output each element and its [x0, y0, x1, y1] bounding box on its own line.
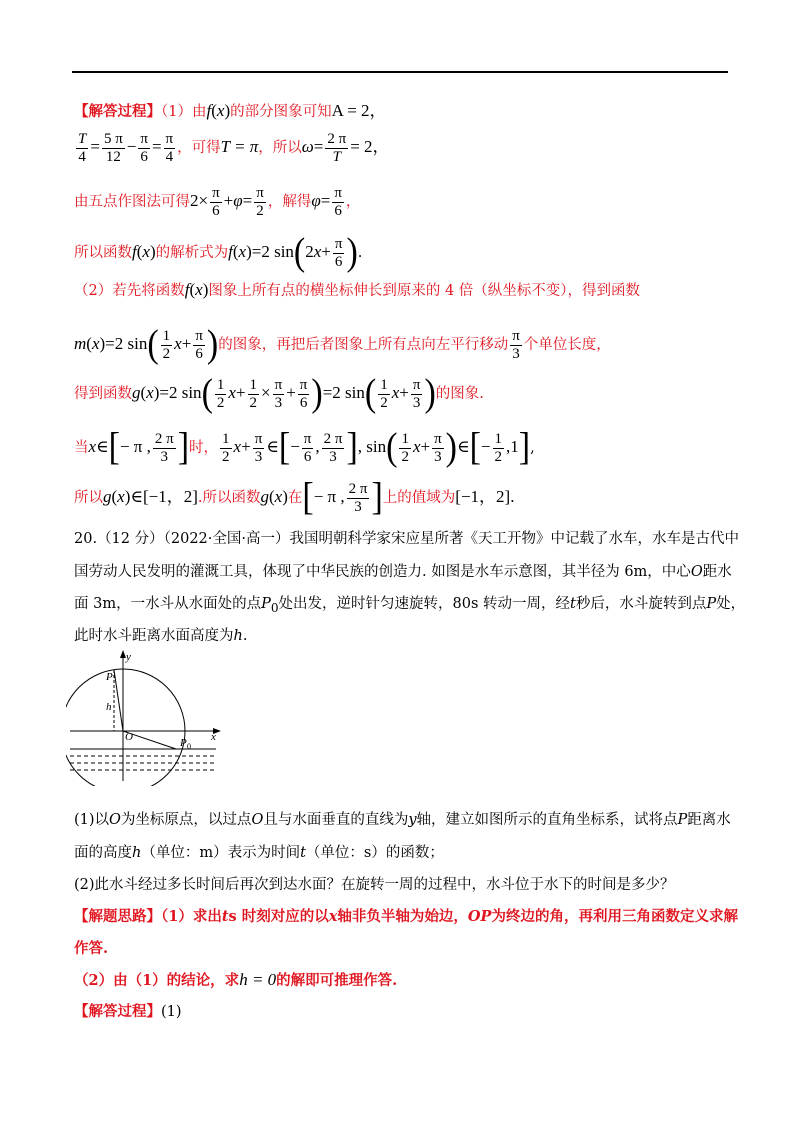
sol-line-8: 当x∈[− π , $\frac{2 \pi}{3}$ ]时， $\frac{1}{2}$ x+ $\frac{\pi}{3}$ ∈[− $\frac{\pi}{6}$ , $\frac{2 \pi}{3}$ ], sin( $\frac{1}{2}$ x+ $\frac{\pi}{3}$ )∈[− $\frac{1}{2}$ ,1], — [74, 426, 535, 469]
sol-line-2: $\frac{T}{4}$ = $\frac{5 \pi}{12}$ − $\frac{\pi}{6}$ = $\frac{\pi}{4}$ ，可得T = π，所以ω= $\frac{2 \pi}{T}$ = 2， — [78, 130, 390, 165]
process-line: 【解答过程】(1) — [74, 1003, 182, 1020]
segment-OP — [114, 670, 123, 731]
sol-line-6: m(x)=2 sin( $\frac{1}{2}$ x+ $\frac{\pi}{6}$ )的图象，再把后者图象上所有点向左平行移动 $\frac{\pi}{3}$ 个单位长度， — [74, 323, 611, 366]
p20-line-3: 面 3m，一水斗从水面处的点$P_0$处出发，逆时针匀速旋转，80s 转动一周，经t秒后，水斗旋转到点P处， — [74, 596, 746, 615]
sol-line-5: （2）若先将函数f(x)图象上所有点的横坐标伸长到原来的 4 倍（纵坐标不变），得到函数 — [74, 280, 641, 299]
sol-line-1: 【解答过程】（1）由f(x)的部分图象可知A = 2， — [74, 101, 387, 120]
idea-line-1: 【解题思路】（1）求出ts 时刻对应的以x轴非负半轴为始边，OP为终边的角，再利用三角函数定义求解 — [74, 908, 738, 925]
q1-line-1: (1)以O为坐标原点，以过点O且与水面垂直的直线为y轴，建立如图所示的直角坐标系，试将点P距离水 — [74, 812, 731, 828]
sol-line-7: 得到函数g(x)=2 sin( $\frac{1}{2}$ x+ $\frac{1}{2}$ × $\frac{\pi}{3}$ + $\frac{\pi}{6}$ )=2 sin( $\frac{1}{2}$ x+ $\frac{\pi}{3}$ )的图象. — [74, 372, 484, 415]
label-P: P — [106, 671, 113, 683]
idea-line-3: （2）由（1）的结论，求h = 0的解即可推理作答. — [74, 970, 398, 989]
header-rule — [72, 71, 728, 73]
wheel-circle — [66, 669, 185, 786]
label-x: x — [211, 731, 216, 743]
sol-line-3: 由五点作图法可得2× $\frac{\pi}{6}$ +φ= $\frac{\pi}{2}$ ，解得φ= $\frac{\pi}{6}$ ， — [74, 184, 361, 219]
A-value: A = 2， — [331, 101, 387, 120]
q1-line-2: 面的高度h（单位：m）表示为时间t（单位：s）的函数； — [74, 845, 444, 861]
label-P0: P — [180, 737, 187, 749]
label-y: y — [126, 651, 131, 663]
p20-line-1: 20.（12 分）（2022·全国·高一）我国明朝科学家宋应星所著《天工开物》中记载了水车，水车是古代中 — [74, 531, 739, 547]
waterwheel-diagram — [66, 646, 236, 786]
fx: f — [206, 101, 212, 120]
q2-line: (2)此水斗经过多长时间后再次到达水面？在旋转一周的过程中，水斗位于水下的时间是多少？ — [74, 877, 675, 893]
p20-line-2: 国劳动人民发明的灌溉工具，体现了中华民族的创造力. 如图是水车示意图，其半径为 6m，中心O距水 — [74, 564, 732, 580]
label-h: h — [106, 701, 112, 713]
sol-line-4: 所以函数f(x)的解析式为f(x)=2 sin(2x+ $\frac{\pi}{6}$ ). — [74, 231, 363, 274]
label-O: O — [125, 731, 133, 743]
sol-line-9: 所以g(x)∈[−1，2].所以函数g(x)在[− π , $\frac{2 \pi}{3}$ ]上的值域为[−1，2]. — [74, 476, 515, 519]
label-P0-sub: 0 — [187, 742, 191, 751]
p20-line-4: 此时水斗距离水面高度为h. — [74, 628, 248, 644]
idea-line-2: 作答. — [74, 940, 109, 957]
